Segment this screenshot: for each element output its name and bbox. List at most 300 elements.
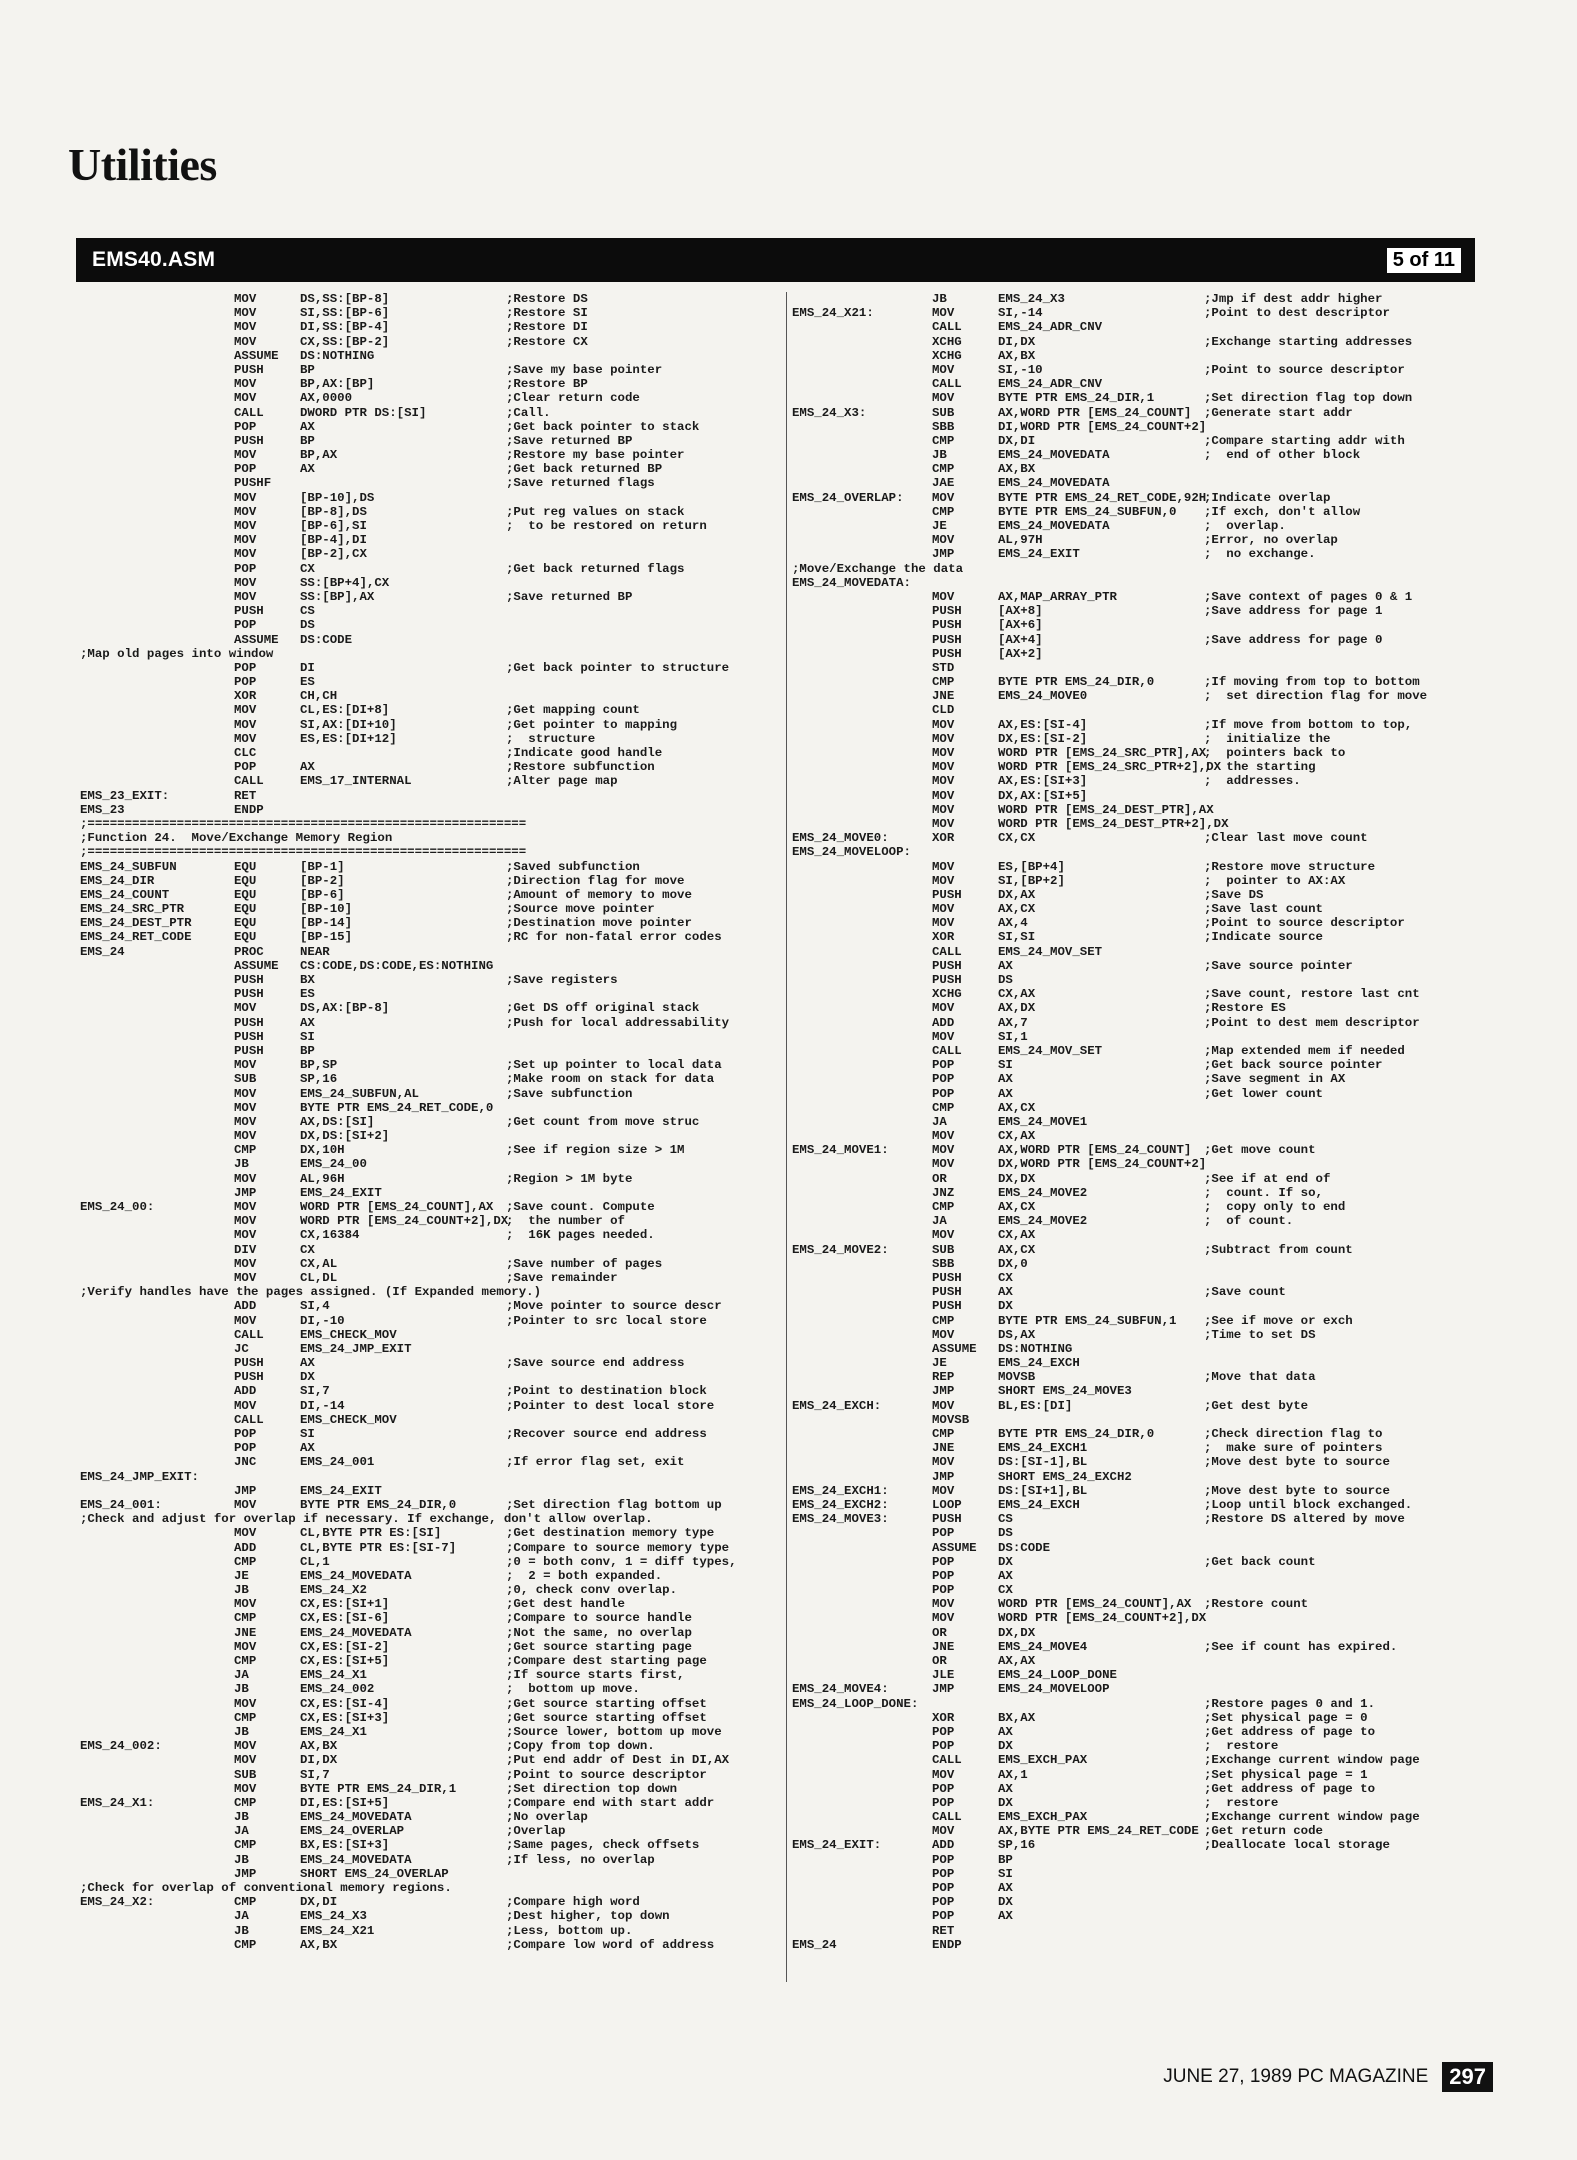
code-opcode: PUSH bbox=[234, 362, 264, 377]
code-operand: CX,CX bbox=[998, 831, 1036, 846]
code-line bbox=[792, 746, 1482, 760]
code-operand: SI,7 bbox=[300, 1384, 330, 1399]
code-label: EMS_24_001: bbox=[80, 1497, 162, 1512]
code-line bbox=[792, 1384, 1482, 1398]
code-line bbox=[792, 1555, 1482, 1569]
code-opcode: MOV bbox=[234, 504, 257, 519]
code-line bbox=[792, 1938, 1482, 1952]
code-opcode: POP bbox=[932, 1724, 955, 1739]
code-line bbox=[792, 1072, 1482, 1086]
code-operand: BP bbox=[300, 362, 315, 377]
code-operand: AX bbox=[300, 1356, 315, 1371]
code-line bbox=[80, 945, 782, 959]
code-comment: ;Compare to source handle bbox=[506, 1611, 692, 1626]
code-operand: CX,AX bbox=[998, 1228, 1036, 1243]
code-operand: EMS_24_X1 bbox=[300, 1668, 367, 1683]
code-line bbox=[80, 320, 782, 334]
code-opcode: CMP bbox=[932, 504, 955, 519]
code-comment: ;Move that data bbox=[1204, 1370, 1316, 1385]
code-line bbox=[792, 1526, 1482, 1540]
code-comment: ;Get address of page to bbox=[1204, 1724, 1376, 1739]
code-operand: EMS_24_MOVEDATA bbox=[300, 1625, 412, 1640]
code-opcode: MOV bbox=[234, 377, 257, 392]
code-opcode: JNE bbox=[932, 1441, 955, 1456]
code-comment: ;Amount of memory to move bbox=[506, 887, 692, 902]
code-line bbox=[792, 1441, 1482, 1455]
code-operand: SI,[BP+2] bbox=[998, 873, 1065, 888]
code-comment: ; set direction flag for move bbox=[1204, 689, 1428, 704]
code-comment: ;Restore pages 0 and 1. bbox=[1204, 1696, 1376, 1711]
code-opcode: MOV bbox=[234, 519, 257, 533]
code-opcode: MOV bbox=[932, 1029, 955, 1044]
code-line bbox=[792, 661, 1482, 675]
code-opcode: DIV bbox=[234, 1242, 257, 1257]
code-opcode: MOV bbox=[932, 306, 955, 321]
code-line bbox=[80, 675, 782, 689]
code-comment: ;If exch, don't allow bbox=[1204, 504, 1361, 519]
code-opcode: PUSH bbox=[932, 632, 962, 647]
code-opcode: CMP bbox=[234, 1795, 257, 1810]
code-opcode: MOV bbox=[234, 1001, 257, 1016]
code-operand: EMS_24_MOVE1 bbox=[998, 1114, 1088, 1129]
code-operand: EMS_24_EXCH bbox=[998, 1497, 1080, 1512]
code-opcode: CMP bbox=[932, 1427, 955, 1441]
code-comment: ;Get DS off original stack bbox=[506, 1001, 700, 1016]
listing-filename: EMS40.ASM bbox=[92, 248, 216, 271]
code-operand: EMS_24_001 bbox=[300, 1455, 375, 1470]
code-line bbox=[80, 1782, 782, 1796]
code-opcode: POP bbox=[932, 1795, 955, 1810]
code-line bbox=[792, 1697, 1482, 1711]
code-operand: BP bbox=[300, 433, 315, 448]
code-line bbox=[80, 916, 782, 930]
code-operand: CX bbox=[300, 561, 315, 576]
code-operand: CX,AX bbox=[998, 1129, 1036, 1144]
code-opcode: JE bbox=[932, 519, 947, 533]
code-opcode: CALL bbox=[932, 320, 962, 335]
code-opcode: MOV bbox=[932, 746, 955, 760]
code-opcode: PUSH bbox=[234, 973, 264, 987]
code-line bbox=[80, 1243, 782, 1257]
code-line bbox=[80, 462, 782, 476]
code-operand: AL,97H bbox=[998, 533, 1043, 548]
code-line bbox=[792, 420, 1482, 434]
code-line bbox=[792, 930, 1482, 944]
code-operand: AX,MAP_ARRAY_PTR bbox=[998, 589, 1117, 604]
code-operand: CX,16384 bbox=[300, 1228, 360, 1243]
code-operand: CL,ES:[DI+8] bbox=[300, 703, 390, 718]
code-comment: ;Set direction top down bbox=[506, 1781, 678, 1796]
code-operand: [BP-2] bbox=[300, 873, 345, 888]
code-opcode: MOV bbox=[932, 760, 955, 775]
code-comment: ;Save segment in AX bbox=[1204, 1072, 1346, 1087]
code-operand: AL,96H bbox=[300, 1171, 345, 1186]
code-operand: CL,BYTE PTR ES:[SI-7] bbox=[300, 1540, 457, 1555]
code-label: ;Function 24. Move/Exchange Memory Region bbox=[80, 831, 393, 846]
code-comment: ;Loop until block exchanged. bbox=[1204, 1497, 1413, 1512]
code-operand: WORD PTR [EMS_24_DEST_PTR],AX bbox=[998, 802, 1214, 817]
code-operand: SI bbox=[300, 1029, 315, 1044]
code-opcode: MOV bbox=[932, 362, 955, 377]
code-opcode: REP bbox=[932, 1370, 955, 1385]
code-opcode: MOV bbox=[234, 1313, 257, 1328]
code-operand: NEAR bbox=[300, 944, 330, 959]
code-comment: ;Save returned BP bbox=[506, 433, 633, 448]
code-line bbox=[80, 746, 782, 760]
code-operand: DS:[SI-1],BL bbox=[998, 1455, 1088, 1470]
code-label: EMS_24_RET_CODE bbox=[80, 930, 192, 945]
code-operand: CX,ES:[SI+3] bbox=[300, 1710, 390, 1725]
column-divider bbox=[786, 292, 787, 1982]
code-line bbox=[80, 1257, 782, 1271]
code-opcode: MOV bbox=[234, 1114, 257, 1129]
code-opcode: JB bbox=[234, 1852, 249, 1867]
code-opcode: POP bbox=[234, 561, 257, 576]
code-label: EMS_24_002: bbox=[80, 1739, 162, 1754]
code-comment: ;Put end addr of Dest in DI,AX bbox=[506, 1753, 730, 1768]
code-operand: [BP-6] bbox=[300, 887, 345, 902]
code-operand: DS:NOTHING bbox=[300, 348, 375, 363]
code-opcode: CALL bbox=[234, 405, 264, 420]
code-opcode: MOVSB bbox=[932, 1412, 970, 1427]
code-comment: ;Set direction flag top down bbox=[1204, 391, 1413, 406]
code-comment: ;Get back source pointer bbox=[1204, 1058, 1383, 1073]
code-comment: ; count. If so, bbox=[1204, 1185, 1323, 1200]
code-opcode: MOV bbox=[234, 1228, 257, 1243]
code-line bbox=[792, 1470, 1482, 1484]
code-opcode: CMP bbox=[932, 1313, 955, 1328]
code-line bbox=[80, 1285, 782, 1299]
code-operand: AX bbox=[998, 1072, 1013, 1087]
code-comment: ;Save source pointer bbox=[1204, 958, 1353, 973]
code-comment: ;Recover source end address bbox=[506, 1427, 707, 1441]
code-opcode: SUB bbox=[932, 405, 955, 420]
code-opcode: CALL bbox=[932, 1043, 962, 1058]
code-line bbox=[792, 689, 1482, 703]
code-operand: CL,1 bbox=[300, 1554, 330, 1569]
code-operand: EMS_24_MOVE2 bbox=[998, 1214, 1088, 1229]
code-label: EMS_24_EXCH1: bbox=[792, 1483, 889, 1498]
code-line bbox=[80, 1555, 782, 1569]
code-operand: SI,7 bbox=[300, 1767, 330, 1782]
code-opcode: CMP bbox=[234, 1554, 257, 1569]
code-label: EMS_24_EXCH2: bbox=[792, 1497, 889, 1512]
code-line bbox=[80, 1200, 782, 1214]
code-operand: DS:CODE bbox=[998, 1540, 1051, 1555]
code-opcode: MOV bbox=[234, 1256, 257, 1271]
code-line bbox=[792, 987, 1482, 1001]
code-opcode: MOV bbox=[234, 1497, 257, 1512]
code-line bbox=[792, 831, 1482, 845]
code-operand: AX,DS:[SI] bbox=[300, 1114, 375, 1129]
code-line bbox=[792, 618, 1482, 632]
code-opcode: CALL bbox=[234, 1412, 264, 1427]
code-operand: WORD PTR [EMS_24_SRC_PTR+2],DX bbox=[998, 760, 1222, 775]
code-comment: ;Save last count bbox=[1204, 902, 1323, 917]
code-opcode: ADD bbox=[234, 1540, 257, 1555]
code-line bbox=[792, 633, 1482, 647]
code-label: ;Map old pages into window bbox=[80, 646, 274, 661]
code-opcode: XOR bbox=[932, 1710, 955, 1725]
code-comment: ;Time to set DS bbox=[1204, 1327, 1316, 1342]
code-operand: SP,16 bbox=[998, 1838, 1036, 1853]
code-opcode: MOV bbox=[932, 1129, 955, 1144]
code-opcode: POP bbox=[932, 1554, 955, 1569]
code-comment: ;Compare end with start addr bbox=[506, 1795, 715, 1810]
code-comment: ;Restore DS altered by move bbox=[1204, 1512, 1405, 1527]
code-operand: AX,BYTE PTR EMS_24_RET_CODE bbox=[998, 1824, 1199, 1839]
code-operand: EMS_24_X2 bbox=[300, 1583, 367, 1598]
code-operand: AX bbox=[998, 1568, 1013, 1583]
code-line bbox=[80, 1881, 782, 1895]
code-opcode: MOV bbox=[932, 1483, 955, 1498]
code-operand: EMS_24_JMP_EXIT bbox=[300, 1341, 412, 1356]
code-operand: BX,AX bbox=[998, 1710, 1036, 1725]
code-line bbox=[792, 1768, 1482, 1782]
code-line bbox=[80, 803, 782, 817]
code-opcode: POP bbox=[234, 660, 257, 675]
code-line bbox=[80, 633, 782, 647]
code-comment: ;Generate start addr bbox=[1204, 405, 1353, 420]
code-comment: ;Get pointer to mapping bbox=[506, 717, 678, 732]
code-opcode: JB bbox=[234, 1157, 249, 1172]
code-operand: EMS_24_MOVEDATA bbox=[300, 1568, 412, 1583]
code-line bbox=[792, 888, 1482, 902]
code-operand: EMS_24_EXCH bbox=[998, 1356, 1080, 1371]
code-opcode: CMP bbox=[932, 675, 955, 690]
code-operand: AX bbox=[998, 958, 1013, 973]
code-opcode: PUSH bbox=[932, 604, 962, 619]
code-line bbox=[80, 1455, 782, 1469]
code-line bbox=[792, 462, 1482, 476]
code-operand: SS:[BP+4],CX bbox=[300, 575, 390, 590]
code-operand: BYTE PTR EMS_24_RET_CODE,92H bbox=[998, 490, 1207, 505]
code-line bbox=[792, 1640, 1482, 1654]
code-operand: AX bbox=[998, 1781, 1013, 1796]
code-opcode: MOV bbox=[234, 1214, 257, 1229]
code-line bbox=[792, 1285, 1482, 1299]
code-comment: ;If moving from top to bottom bbox=[1204, 675, 1420, 690]
code-operand: DI,DX bbox=[998, 334, 1036, 349]
code-comment: ;Compare to source memory type bbox=[506, 1540, 730, 1555]
code-label: ;Check and adjust for overlap if necessary. If exchange, don't allow overlap. bbox=[80, 1512, 653, 1527]
code-opcode: CALL bbox=[234, 774, 264, 789]
code-line bbox=[792, 789, 1482, 803]
code-line bbox=[792, 1654, 1482, 1668]
code-comment: ; end of other block bbox=[1204, 448, 1361, 463]
code-comment: ;Get back returned flags bbox=[506, 561, 685, 576]
code-line bbox=[792, 1512, 1482, 1526]
code-line bbox=[792, 505, 1482, 519]
code-opcode: MOV bbox=[932, 490, 955, 505]
code-operand: BYTE PTR EMS_24_DIR,1 bbox=[998, 391, 1155, 406]
code-opcode: EQU bbox=[234, 930, 257, 945]
code-opcode: JB bbox=[234, 1923, 249, 1938]
code-label: EMS_24_OVERLAP: bbox=[792, 490, 904, 505]
code-comment: ;Compare starting addr with bbox=[1204, 433, 1405, 448]
code-line bbox=[80, 1384, 782, 1398]
code-operand: AX bbox=[998, 1086, 1013, 1101]
code-comment: ;Destination move pointer bbox=[506, 916, 692, 931]
code-line bbox=[80, 718, 782, 732]
code-operand: DWORD PTR DS:[SI] bbox=[300, 405, 427, 420]
code-opcode: JB bbox=[932, 448, 947, 463]
code-opcode: MOV bbox=[932, 873, 955, 888]
code-line bbox=[792, 391, 1482, 405]
code-line bbox=[80, 647, 782, 661]
code-line bbox=[792, 774, 1482, 788]
code-operand: EMS_24_EXCH1 bbox=[998, 1441, 1088, 1456]
code-opcode: ENDP bbox=[234, 802, 264, 817]
code-operand: EMS_CHECK_MOV bbox=[300, 1412, 397, 1427]
code-comment: ;Source move pointer bbox=[506, 902, 655, 917]
code-opcode: POP bbox=[932, 1568, 955, 1583]
code-line bbox=[80, 547, 782, 561]
code-operand: CS:CODE,DS:CODE,ES:NOTHING bbox=[300, 958, 494, 973]
code-opcode: XOR bbox=[932, 831, 955, 846]
code-line bbox=[80, 1682, 782, 1696]
code-opcode: MOV bbox=[234, 490, 257, 505]
code-line bbox=[792, 547, 1482, 561]
code-operand: DS,AX:[BP-8] bbox=[300, 1001, 390, 1016]
code-comment: ;Restore count bbox=[1204, 1597, 1309, 1612]
code-opcode: MOV bbox=[932, 1228, 955, 1243]
code-line bbox=[80, 491, 782, 505]
code-opcode: JA bbox=[932, 1214, 947, 1229]
code-operand: DI,ES:[SI+5] bbox=[300, 1795, 390, 1810]
code-line bbox=[792, 1299, 1482, 1313]
code-opcode: CALL bbox=[932, 1810, 962, 1825]
code-operand: WORD PTR [EMS_24_DEST_PTR+2],DX bbox=[998, 816, 1229, 831]
code-comment: ;Overlap bbox=[506, 1824, 566, 1839]
code-line bbox=[80, 1370, 782, 1384]
code-line bbox=[80, 1399, 782, 1413]
code-operand: BYTE PTR EMS_24_DIR,0 bbox=[300, 1497, 457, 1512]
code-operand: DI,WORD PTR [EMS_24_COUNT+2] bbox=[998, 419, 1207, 434]
code-opcode: SUB bbox=[234, 1072, 257, 1087]
code-opcode: MOV bbox=[932, 859, 955, 874]
code-label: EMS_24_MOVE3: bbox=[792, 1512, 889, 1527]
code-operand: DS:[SI+1],BL bbox=[998, 1483, 1088, 1498]
code-comment: ;Region > 1M byte bbox=[506, 1171, 633, 1186]
code-opcode: XOR bbox=[932, 930, 955, 945]
code-opcode: POP bbox=[234, 419, 257, 434]
code-line bbox=[80, 817, 782, 831]
code-comment: ;Save count bbox=[1204, 1285, 1286, 1300]
code-comment: ;Save address for page 1 bbox=[1204, 604, 1383, 619]
footer-issue: JUNE 27, 1989 PC MAGAZINE bbox=[1163, 2066, 1429, 2087]
code-label: EMS_24_X2: bbox=[80, 1895, 155, 1910]
code-opcode: SUB bbox=[932, 1242, 955, 1257]
code-opcode: POP bbox=[932, 1058, 955, 1073]
code-line bbox=[792, 434, 1482, 448]
code-operand: AX,1 bbox=[998, 1767, 1028, 1782]
code-opcode: ASSUME bbox=[234, 958, 279, 973]
code-line bbox=[80, 1328, 782, 1342]
code-operand: SI,AX:[DI+10] bbox=[300, 717, 397, 732]
code-comment: ; initialize the bbox=[1204, 731, 1331, 746]
code-opcode: RET bbox=[932, 1923, 955, 1938]
code-line bbox=[792, 1314, 1482, 1328]
code-line bbox=[80, 1938, 782, 1952]
code-operand: SS:[BP],AX bbox=[300, 589, 375, 604]
code-opcode: CLD bbox=[932, 703, 955, 718]
code-operand: BYTE PTR EMS_24_DIR,1 bbox=[300, 1781, 457, 1796]
code-operand: BYTE PTR EMS_24_SUBFUN,0 bbox=[998, 504, 1177, 519]
code-line bbox=[792, 292, 1482, 306]
code-operand: DX bbox=[300, 1370, 315, 1385]
code-operand: AX bbox=[998, 1909, 1013, 1924]
code-opcode: JNE bbox=[234, 1625, 257, 1640]
code-operand: AX,4 bbox=[998, 916, 1028, 931]
code-line bbox=[792, 1413, 1482, 1427]
code-line bbox=[80, 1697, 782, 1711]
code-operand: AX bbox=[998, 1724, 1013, 1739]
code-comment: ;Move dest byte to source bbox=[1204, 1455, 1390, 1470]
code-operand: EMS_24_MOVEDATA bbox=[998, 519, 1110, 533]
code-operand: DS bbox=[998, 1526, 1013, 1541]
code-operand: EMS_24_MOVE0 bbox=[998, 689, 1088, 704]
code-operand: AX bbox=[300, 1015, 315, 1030]
code-line bbox=[792, 1129, 1482, 1143]
code-operand: EMS_24_ADR_CNV bbox=[998, 320, 1103, 335]
code-line bbox=[792, 406, 1482, 420]
code-line bbox=[80, 434, 782, 448]
code-comment: ;Restore ES bbox=[1204, 1001, 1286, 1016]
code-comment: ;No overlap bbox=[506, 1810, 588, 1825]
code-comment: ;Save remainder bbox=[506, 1270, 618, 1285]
code-line bbox=[80, 448, 782, 462]
code-operand: AX,BX bbox=[998, 348, 1036, 363]
code-line bbox=[792, 363, 1482, 377]
code-comment: ;Call. bbox=[506, 405, 551, 420]
code-operand: AX bbox=[300, 1441, 315, 1456]
code-operand: EMS_24_MOV_SET bbox=[998, 1043, 1103, 1058]
code-line bbox=[80, 1626, 782, 1640]
code-line bbox=[80, 1129, 782, 1143]
code-opcode: PUSH bbox=[932, 1299, 962, 1314]
code-comment: ;Get source starting offset bbox=[506, 1696, 707, 1711]
code-operand: DX,ES:[SI-2] bbox=[998, 731, 1088, 746]
code-line bbox=[80, 1611, 782, 1625]
code-comment: ;Get dest byte bbox=[1204, 1398, 1309, 1413]
code-operand: AX,AX bbox=[998, 1654, 1036, 1668]
code-opcode: MOV bbox=[932, 1824, 955, 1839]
code-line bbox=[792, 1569, 1482, 1583]
code-comment: ;Save address for page 0 bbox=[1204, 632, 1383, 647]
code-opcode: MOV bbox=[234, 1100, 257, 1115]
code-opcode: CALL bbox=[932, 1753, 962, 1768]
code-operand: WORD PTR [EMS_24_COUNT],AX bbox=[300, 1200, 494, 1214]
code-line bbox=[792, 1427, 1482, 1441]
code-operand: [AX+2] bbox=[998, 646, 1043, 661]
code-comment: ;Restore DI bbox=[506, 320, 588, 335]
code-line bbox=[80, 874, 782, 888]
code-opcode: MOV bbox=[234, 306, 257, 321]
code-opcode: JMP bbox=[234, 1483, 257, 1498]
code-line bbox=[792, 1668, 1482, 1682]
code-line bbox=[80, 1924, 782, 1938]
code-operand: CL,BYTE PTR ES:[SI] bbox=[300, 1526, 442, 1541]
code-comment: ;0, check conv overlap. bbox=[506, 1583, 678, 1598]
code-opcode: POP bbox=[932, 1739, 955, 1754]
code-label: EMS_24_LOOP_DONE: bbox=[792, 1696, 919, 1711]
code-comment: ; of count. bbox=[1204, 1214, 1294, 1229]
code-operand: EMS_24_LOOP_DONE bbox=[998, 1668, 1117, 1683]
code-operand: EMS_24_ADR_CNV bbox=[998, 377, 1103, 392]
code-opcode: JE bbox=[234, 1568, 249, 1583]
code-line bbox=[792, 1909, 1482, 1923]
